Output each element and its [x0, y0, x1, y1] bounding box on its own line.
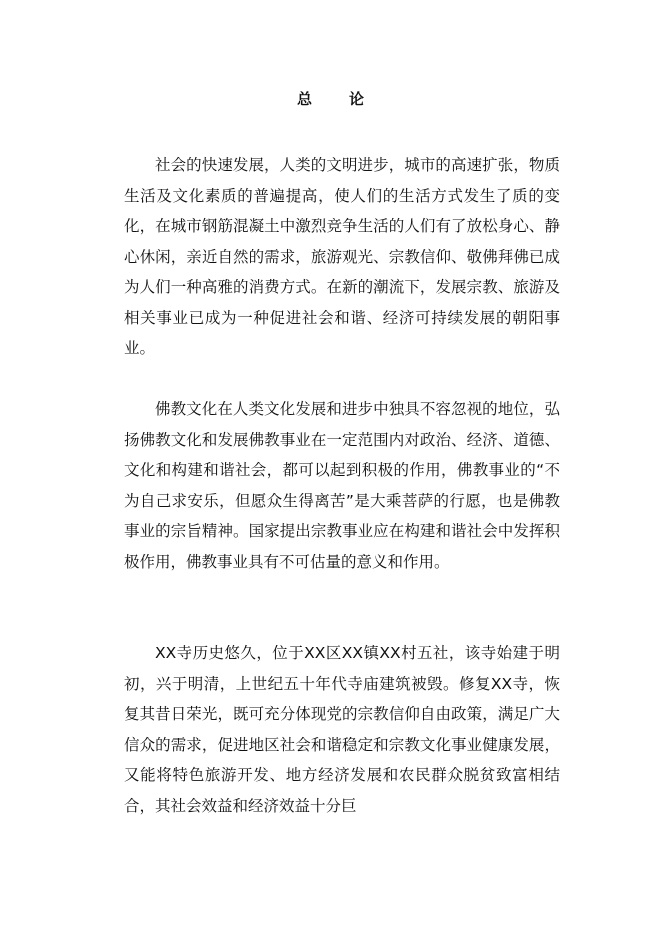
- title-char-1: 总: [296, 90, 313, 108]
- paragraph-1: 社会的快速发展，人类的文明进步，城市的高速扩张，物质生活及文化素质的普遍提高，使人们的生活方式发生了质的变化，在城市钢筋混凝土中激烈竞争生活的人们有了放松身心、静心休闲，亲近自然的需求，旅游观光、宗教信仰、敬佛拜佛已成为人们一种高雅的消费方式。在新的潮流下，发展宗教、旅游及相关事业已成为一种促进社会和谐、经济可持续发展的朝阳事业。: [124, 156, 560, 357]
- paragraph-3: XX寺历史悠久，位于XX区XX镇XX村五社，该寺始建于明初，兴于明清，上世纪五十年代寺庙建筑被毁。修复XX寺，恢复其昔日荣光，既可充分体现党的宗教信仰自由政策，满足广大信众的需求，促进地区社会和谐稳定和宗教文化事业健康发展，又能将特色旅游开发、地方经济发展和农民群众脱贫致富相结合，其社会效益和经济效益十分巨: [124, 644, 560, 815]
- page-title: [0, 88, 662, 109]
- paragraph-2: 佛教文化在人类文化发展和进步中独具不容忽视的地位，弘扬佛教文化和发展佛教事业在一定范围内对政治、经济、道德、文化和构建和谐社会，都可以起到积极的作用，佛教事业的“不为自己求安乐，但愿众生得离苦”是大乘菩萨的行愿，也是佛教事业的宗旨精神。国家提出宗教事业应在构建和谐社会中发挥积极作用，佛教事业具有不可估量的意义和作用。: [124, 400, 560, 571]
- title-char-2: 论: [349, 90, 366, 108]
